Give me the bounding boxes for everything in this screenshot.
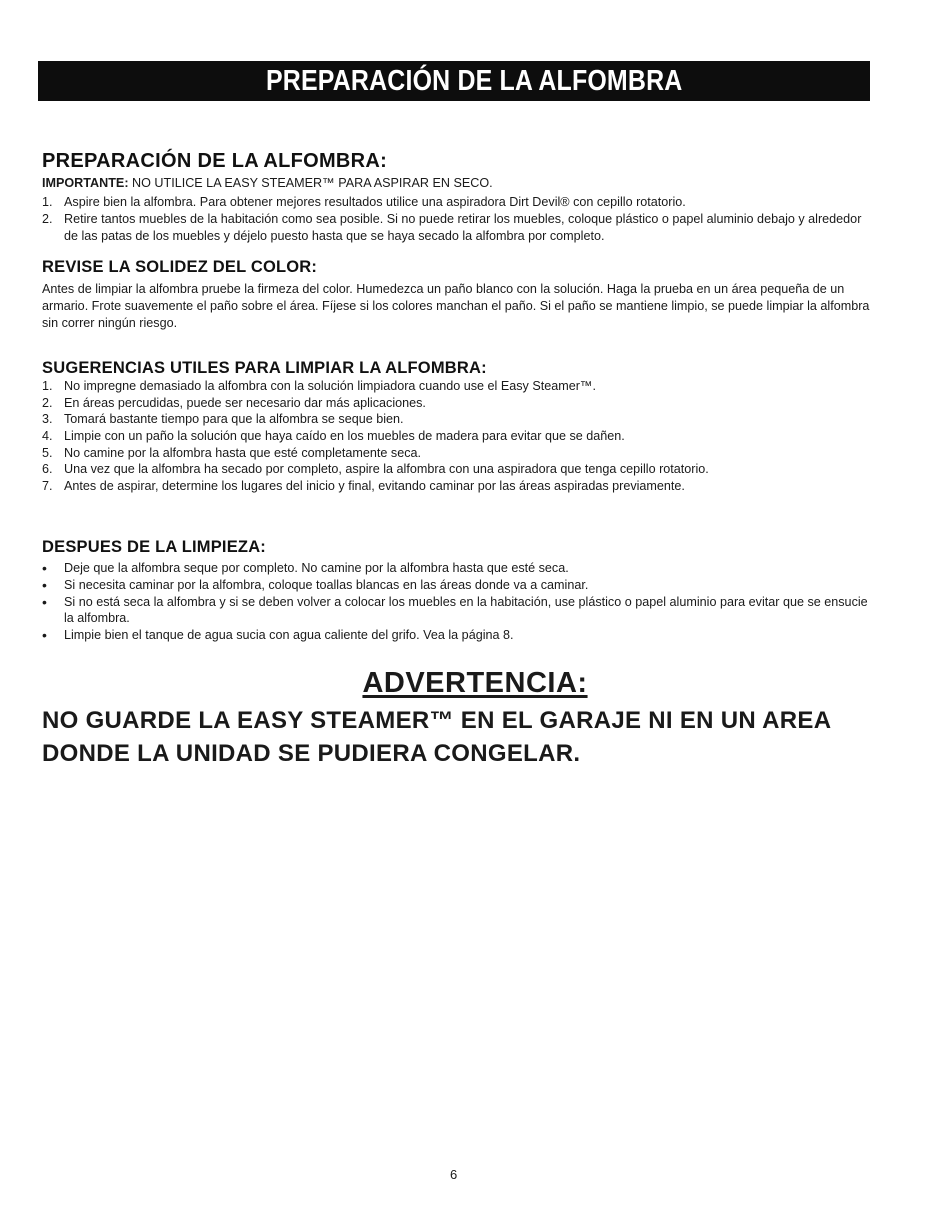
item-text: Limpie con un paño la solución que haya caído en los muebles de madera para evitar que se dañen.	[64, 428, 625, 443]
list-item	[42, 478, 872, 495]
section-after-cleaning	[42, 538, 872, 643]
list-item	[42, 627, 872, 644]
tips-list	[42, 378, 872, 494]
bullet-icon: •	[42, 576, 47, 593]
warning-heading: ADVERTENCIA:	[362, 667, 588, 700]
item-text: Si no está seca la alfombra y si se deben volver a colocar los muebles en la habitación, use plástico o papel aluminio para evitar que se ensucie la alfombra.	[64, 594, 868, 626]
item-number: 2.	[42, 212, 53, 227]
after-cleaning-list	[42, 560, 872, 643]
item-number: 4.	[42, 428, 53, 443]
list-item	[42, 594, 872, 627]
bullet-icon: •	[42, 626, 47, 643]
list-item	[42, 194, 872, 211]
section-cleaning-tips	[42, 359, 872, 494]
page-number: 6	[450, 1167, 458, 1182]
banner-title: PREPARACIÓN DE LA ALFOMBRA	[266, 65, 683, 97]
item-number: 7.	[42, 478, 53, 493]
section-colorfastness	[42, 258, 872, 331]
warning-block	[42, 667, 872, 770]
important-text: NO UTILICE LA EASY STEAMER™ PARA ASPIRAR EN SECO.	[128, 176, 493, 190]
list-item	[42, 395, 872, 412]
list-item	[42, 560, 872, 577]
colorfastness-text: Antes de limpiar la alfombra pruebe la firmeza del color. Humedezca un paño blanco con la solución. Haga la prueba en un área pequeña de un armario. Frote suavemente el paño sobre el área. Fíjese si los colores manchan el paño. Si el paño se mantiene limpio, se puede limpiar la alfombra sin correr ningún riesgo.	[42, 282, 870, 330]
list-item	[42, 461, 872, 478]
list-item	[42, 445, 872, 462]
important-note	[42, 175, 872, 192]
item-text: Si necesita caminar por la alfombra, coloque toallas blancas en las áreas donde va a caminar.	[64, 577, 589, 592]
item-number: 2.	[42, 395, 53, 410]
list-item	[42, 411, 872, 428]
item-text: No impregne demasiado la alfombra con la solución limpiadora cuando use el Easy Steamer™.	[64, 379, 597, 394]
item-text: Deje que la alfombra seque por completo. No camine por la alfombra hasta que esté seca.	[64, 561, 569, 576]
bullet-icon: •	[42, 593, 47, 610]
list-item	[42, 211, 872, 244]
item-text: No camine por la alfombra hasta que esté completamente seca.	[64, 445, 422, 460]
section-heading: DESPUES DE LA LIMPIEZA:	[42, 538, 267, 557]
title-banner	[38, 61, 870, 101]
item-text: Limpie bien el tanque de agua sucia con agua caliente del grifo. Vea la página 8.	[64, 627, 514, 642]
page-content	[42, 150, 872, 770]
section-carpet-preparation	[42, 150, 872, 244]
bullet-icon: •	[42, 560, 47, 577]
important-label: IMPORTANTE:	[42, 176, 129, 190]
section-heading: PREPARACIÓN DE LA ALFOMBRA:	[42, 150, 388, 172]
item-text: Tomará bastante tiempo para que la alfombra se seque bien.	[64, 412, 404, 427]
item-text: Retire tantos muebles de la habitación como sea posible. Si no puede retirar los muebles, coloque plástico o papel aluminio debajo y alrededor de las patas de los muebles y déjelo puesto hasta que se haya secado la alfombra por completo.	[64, 212, 862, 243]
list-item	[42, 378, 872, 395]
item-number: 3.	[42, 412, 53, 427]
item-text: Antes de aspirar, determine los lugares del inicio y final, evitando caminar por las áreas aspiradas previamente.	[64, 478, 685, 493]
list-item	[42, 428, 872, 445]
list-item	[42, 577, 872, 594]
item-number: 5.	[42, 445, 53, 460]
preparation-list	[42, 194, 872, 245]
item-text: Aspire bien la alfombra. Para obtener mejores resultados utilice una aspiradora Dirt Devil® con cepillo rotatorio.	[64, 194, 686, 209]
item-text: En áreas percudidas, puede ser necesario dar más aplicaciones.	[64, 395, 426, 410]
section-heading: REVISE LA SOLIDEZ DEL COLOR:	[42, 258, 318, 277]
section-heading: SUGERENCIAS UTILES PARA LIMPIAR LA ALFOMBRA:	[42, 359, 487, 378]
item-number: 6.	[42, 462, 53, 477]
item-text: Una vez que la alfombra ha secado por completo, aspire la alfombra con una aspiradora que tenga cepillo rotatorio.	[64, 462, 709, 477]
item-number: 1.	[42, 194, 53, 209]
item-number: 1.	[42, 379, 53, 394]
warning-text: NO GUARDE LA EASY STEAMER™ EN EL GARAJE NI EN UN AREA DONDE LA UNIDAD SE PUDIERA CONGELAR.	[42, 707, 831, 768]
